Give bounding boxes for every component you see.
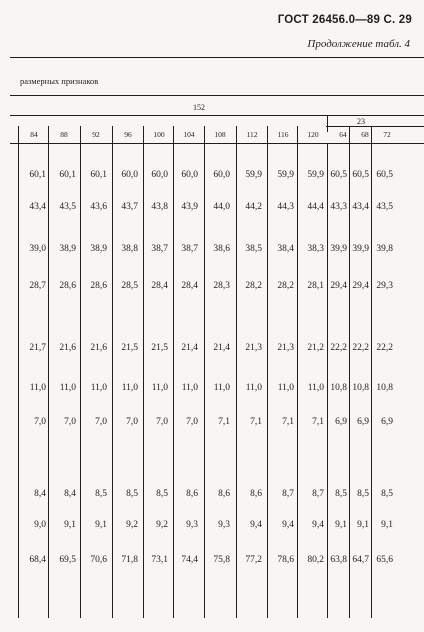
table-cell: 44,2	[245, 202, 262, 212]
body-column-rule	[297, 143, 298, 618]
table-cell: 38,6	[213, 244, 230, 254]
body-column-rule	[48, 143, 49, 618]
table-cell: 28,4	[181, 281, 198, 291]
table-caption: размерных признаков	[20, 76, 99, 86]
table-cell: 8,6	[218, 489, 230, 499]
table-cell: 38,7	[151, 244, 168, 254]
table-cell: 10,8	[330, 383, 347, 393]
table-cell: 38,7	[181, 244, 198, 254]
table-cell: 8,5	[357, 489, 369, 499]
table-cell: 43,9	[181, 202, 198, 212]
table-cell: 7,1	[218, 417, 230, 427]
table-cell: 8,5	[95, 489, 107, 499]
table-cell: 44,0	[213, 202, 230, 212]
table-cell: 7,0	[95, 417, 107, 427]
table-cell: 6,9	[357, 417, 369, 427]
column-header-68: 68	[361, 130, 369, 139]
table-cell: 7,1	[282, 417, 294, 427]
table-cell: 9,1	[335, 520, 347, 530]
table-cell: 38,9	[59, 244, 76, 254]
column-header-92: 92	[92, 130, 100, 139]
table-cell: 21,6	[90, 343, 107, 353]
table-cell: 8,7	[282, 489, 294, 499]
body-column-rule	[173, 143, 174, 618]
table-cell: 28,4	[151, 281, 168, 291]
column-header-64: 64	[339, 130, 347, 139]
table-cell: 9,0	[34, 520, 46, 530]
body-column-rule	[80, 143, 81, 618]
header-rule-sub	[326, 126, 424, 127]
header-rule-upper	[10, 115, 424, 116]
table-cell: 60,0	[181, 170, 198, 180]
table-cell: 21,3	[277, 343, 294, 353]
table-cell: 73,1	[151, 555, 168, 565]
table-cell: 7,0	[64, 417, 76, 427]
table-cell: 28,2	[277, 281, 294, 291]
column-header-96: 96	[124, 130, 132, 139]
table-cell: 9,1	[357, 520, 369, 530]
table-cell: 38,8	[121, 244, 138, 254]
table-cell: 29,4	[352, 281, 369, 291]
table-cell: 8,7	[312, 489, 324, 499]
table-cell: 11,0	[245, 383, 262, 393]
column-header-104: 104	[183, 130, 195, 139]
body-column-rule	[18, 143, 19, 618]
table-cell: 39,0	[29, 244, 46, 254]
table-cell: 9,2	[156, 520, 168, 530]
table-cell: 7,1	[312, 417, 324, 427]
table-cell: 11,0	[90, 383, 107, 393]
table-cell: 29,3	[376, 281, 393, 291]
table-cell: 80,2	[307, 555, 324, 565]
body-column-rule	[143, 143, 144, 618]
table-cell: 43,7	[121, 202, 138, 212]
page-header: ГОСТ 26456.0—89 С. 29	[277, 14, 412, 26]
table-cell: 9,3	[218, 520, 230, 530]
group-label-23: 23	[357, 117, 365, 126]
table-cell: 68,4	[29, 555, 46, 565]
table-cell: 28,7	[29, 281, 46, 291]
table-cell: 22,2	[330, 343, 347, 353]
table-cell: 22,2	[376, 343, 393, 353]
table-cell: 65,6	[376, 555, 393, 565]
column-rule	[18, 126, 19, 144]
table-cell: 11,0	[307, 383, 324, 393]
body-column-rule	[112, 143, 113, 618]
table-cell: 8,5	[126, 489, 138, 499]
table-cell: 11,0	[151, 383, 168, 393]
table-cell: 8,4	[64, 489, 76, 499]
table-cell: 59,9	[277, 170, 294, 180]
table-cell: 10,8	[352, 383, 369, 393]
table-cell: 8,6	[186, 489, 198, 499]
body-column-rule	[236, 143, 237, 618]
table-cell: 8,5	[335, 489, 347, 499]
table-cell: 43,8	[151, 202, 168, 212]
column-rule	[143, 126, 144, 143]
table-continuation-label: Продолжение табл. 4	[307, 38, 410, 50]
table-cell: 43,3	[330, 202, 347, 212]
column-header-116: 116	[277, 130, 289, 139]
table-cell: 9,1	[381, 520, 393, 530]
table-cell: 71,8	[121, 555, 138, 565]
table-cell: 8,6	[250, 489, 262, 499]
body-column-rule	[267, 143, 268, 618]
table-cell: 38,4	[277, 244, 294, 254]
header-rule-top	[10, 95, 424, 96]
table-cell: 38,9	[90, 244, 107, 254]
table-cell: 60,1	[59, 170, 76, 180]
table-cell: 39,9	[352, 244, 369, 254]
table-cell: 8,4	[34, 489, 46, 499]
column-rule	[297, 126, 298, 143]
table-cell: 28,3	[213, 281, 230, 291]
table-cell: 74,4	[181, 555, 198, 565]
column-rule	[48, 126, 49, 143]
top-rule	[10, 57, 424, 58]
table-cell: 60,0	[213, 170, 230, 180]
table-cell: 10,8	[376, 383, 393, 393]
table-cell: 39,9	[330, 244, 347, 254]
table-cell: 64,7	[352, 555, 369, 565]
table-cell: 63,8	[330, 555, 347, 565]
table-cell: 9,3	[186, 520, 198, 530]
table-cell: 59,9	[307, 170, 324, 180]
table-cell: 6,9	[335, 417, 347, 427]
table-cell: 21,6	[59, 343, 76, 353]
column-rule	[173, 126, 174, 143]
table-cell: 9,1	[64, 520, 76, 530]
table-cell: 43,6	[90, 202, 107, 212]
table-cell: 60,5	[352, 170, 369, 180]
column-rule	[327, 115, 328, 132]
table-cell: 21,5	[121, 343, 138, 353]
table-cell: 21,4	[181, 343, 198, 353]
table-cell: 21,5	[151, 343, 168, 353]
table-cell: 11,0	[59, 383, 76, 393]
table-cell: 6,9	[381, 417, 393, 427]
table-cell: 9,4	[250, 520, 262, 530]
table-cell: 60,5	[330, 170, 347, 180]
table-cell: 38,3	[307, 244, 324, 254]
body-column-rule	[327, 143, 328, 618]
table-cell: 43,5	[59, 202, 76, 212]
table-cell: 60,1	[90, 170, 107, 180]
table-cell: 9,4	[282, 520, 294, 530]
table-cell: 60,5	[376, 170, 393, 180]
table-cell: 43,4	[29, 202, 46, 212]
table-cell: 11,0	[181, 383, 198, 393]
table-cell: 11,0	[121, 383, 138, 393]
column-header-84: 84	[30, 130, 38, 139]
table-cell: 44,3	[277, 202, 294, 212]
table-cell: 44,4	[307, 202, 324, 212]
table-cell: 7,0	[34, 417, 46, 427]
column-rule	[112, 126, 113, 143]
table-cell: 59,9	[245, 170, 262, 180]
table-cell: 28,6	[59, 281, 76, 291]
table-cell: 21,4	[213, 343, 230, 353]
column-header-72: 72	[383, 130, 391, 139]
table-cell: 60,0	[151, 170, 168, 180]
table-cell: 21,7	[29, 343, 46, 353]
table-cell: 21,2	[307, 343, 324, 353]
table-cell: 28,2	[245, 281, 262, 291]
column-header-88: 88	[60, 130, 68, 139]
column-header-108: 108	[214, 130, 226, 139]
table-cell: 9,1	[95, 520, 107, 530]
table-cell: 28,6	[90, 281, 107, 291]
header-rule-bottom	[10, 143, 424, 144]
column-rule	[204, 126, 205, 143]
body-column-rule	[349, 143, 350, 618]
body-column-rule	[371, 143, 372, 618]
table-cell: 11,0	[213, 383, 230, 393]
table-cell: 70,6	[90, 555, 107, 565]
column-header-100: 100	[153, 130, 165, 139]
table-cell: 38,5	[245, 244, 262, 254]
table-cell: 60,0	[121, 170, 138, 180]
table-cell: 11,0	[29, 383, 46, 393]
group-label-152: 152	[193, 103, 205, 112]
table-cell: 29,4	[330, 281, 347, 291]
column-rule	[80, 126, 81, 143]
table-cell: 7,0	[126, 417, 138, 427]
table-cell: 39,8	[376, 244, 393, 254]
column-header-120: 120	[307, 130, 319, 139]
table-cell: 22,2	[352, 343, 369, 353]
table-cell: 43,5	[376, 202, 393, 212]
table-cell: 8,5	[381, 489, 393, 499]
table-cell: 77,2	[245, 555, 262, 565]
table-cell: 21,3	[245, 343, 262, 353]
table-cell: 60,1	[29, 170, 46, 180]
column-rule	[267, 126, 268, 143]
table-cell: 28,5	[121, 281, 138, 291]
table-cell: 78,6	[277, 555, 294, 565]
column-rule	[236, 126, 237, 143]
table-cell: 8,5	[156, 489, 168, 499]
table-cell: 43,4	[352, 202, 369, 212]
table-cell: 7,1	[250, 417, 262, 427]
table-cell: 7,0	[156, 417, 168, 427]
column-header-112: 112	[246, 130, 258, 139]
table-cell: 69,5	[59, 555, 76, 565]
table-cell: 11,0	[277, 383, 294, 393]
table-cell: 28,1	[307, 281, 324, 291]
table-cell: 9,2	[126, 520, 138, 530]
table-cell: 9,4	[312, 520, 324, 530]
table-cell: 75,8	[213, 555, 230, 565]
table-cell: 7,0	[186, 417, 198, 427]
body-column-rule	[204, 143, 205, 618]
